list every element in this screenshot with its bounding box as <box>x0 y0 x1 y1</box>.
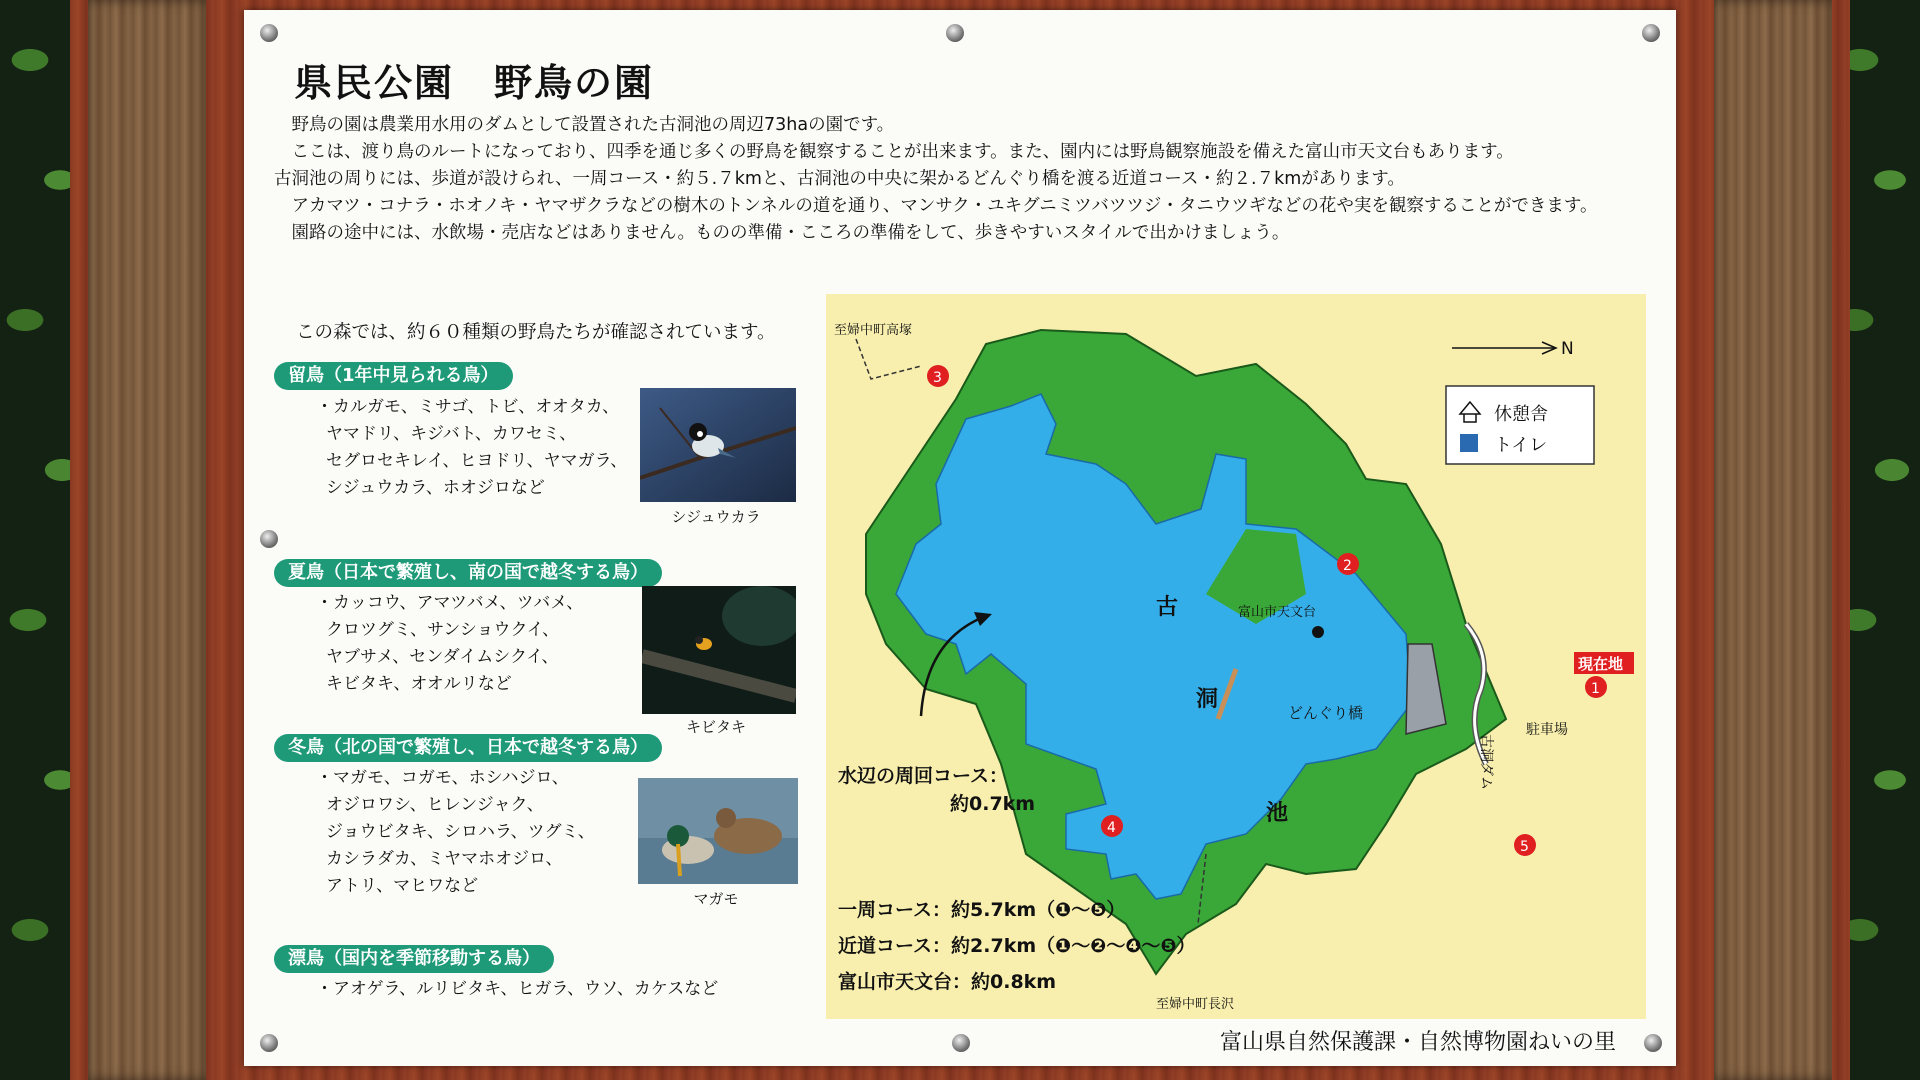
photo-caption: キビタキ <box>685 718 746 736</box>
intro-paragraph: ここは、渡り鳥のルートになっており、四季を通じ多くの野鳥を観察することが出来ます。また、園内には野鳥観察施設を備えた富山市天文台もあります。 <box>291 142 1514 162</box>
screw-icon <box>1642 24 1660 42</box>
lake-char: 古 <box>1156 595 1179 620</box>
lake-char: 池 <box>1266 801 1289 826</box>
point-marker-label: 2 <box>1343 558 1352 574</box>
wooden-post-right <box>1714 0 1832 1080</box>
sign-panel <box>244 10 1676 1066</box>
course-info: 富山市天文台：約0.8km <box>838 971 1057 993</box>
screw-icon <box>946 24 964 42</box>
list-item: ジョウビタキ、シロハラ、ツグミ、 <box>326 822 595 842</box>
screw-icon <box>1644 1034 1662 1052</box>
intro-text <box>274 112 1644 247</box>
photo-caption: シジュウカラ <box>671 508 761 526</box>
list-item: ・カルガモ、ミサゴ、トビ、オオタカ、 <box>316 397 620 417</box>
dam-label: 古洞ダム <box>1478 734 1494 790</box>
category-summer-label: 夏鳥（日本で繁殖し、南の国で越冬する鳥） <box>274 559 662 587</box>
wooden-post-left <box>88 0 206 1080</box>
category-wandering-list <box>316 976 786 1003</box>
screw-icon <box>260 1034 278 1052</box>
sign-title: 県民公園 野鳥の園 <box>294 61 655 105</box>
list-item: ・アオゲラ、ルリビタキ、ヒガラ、ウソ、カケスなど <box>316 979 719 999</box>
category-winter-list <box>316 765 646 900</box>
toilet-icon <box>1460 434 1478 452</box>
place-bottom: 至婦中町長沢 <box>1156 997 1235 1012</box>
place-top: 至婦中町高塚 <box>834 323 913 338</box>
point-marker-label: 5 <box>1520 839 1529 855</box>
point-marker-label: 1 <box>1591 681 1600 697</box>
list-item: キビタキ、オオルリなど <box>326 674 512 694</box>
intro-paragraph: 野鳥の園は農業用水用のダムとして設置された古洞池の周辺73haの園です。 <box>291 115 895 135</box>
screw-icon <box>260 530 278 548</box>
list-item: シジュウカラ、ホオジロなど <box>326 478 545 498</box>
legend-rest-house: 休憩舎 <box>1494 404 1548 425</box>
bridge-label: どんぐり橋 <box>1288 704 1364 722</box>
list-item: セグロセキレイ、ヒヨドリ、ヤマガラ、 <box>326 451 628 471</box>
photo-narcissus-flycatcher <box>642 586 796 714</box>
observatory-label: 富山市天文台 <box>1238 605 1317 620</box>
intro-paragraph: 古洞池の周りには、歩道が設けられ、一周コース・約５.７kmと、古洞池の中央に架かるどんぐり橋を渡る近道コース・約２.７kmがあります。 <box>274 169 1405 189</box>
category-wandering-label: 漂鳥（国内を季節移動する鳥） <box>274 945 554 973</box>
list-item: ヤブサメ、センダイムシクイ、 <box>326 647 559 667</box>
photo-great-tit <box>640 388 796 502</box>
category-resident-label: 留鳥（1年中見られる鳥） <box>274 362 513 390</box>
observatory-marker-icon <box>1312 626 1324 638</box>
screw-icon <box>260 24 278 42</box>
list-item: ・カッコウ、アマツバメ、ツバメ、 <box>316 593 584 613</box>
waterside-course-label: 水辺の周回コース： <box>838 765 1009 787</box>
footer-credit: 富山県自然保護課・自然博物園ねいの里 <box>1219 1030 1616 1055</box>
list-item: クロツグミ、サンショウクイ、 <box>326 620 560 640</box>
current-location-label: 現在地 <box>1578 655 1624 673</box>
waterside-distance: 約0.7km <box>950 793 1036 815</box>
photo-mallard <box>638 778 798 884</box>
lake-char: 洞 <box>1196 687 1219 712</box>
screw-icon <box>952 1034 970 1052</box>
category-resident-list <box>316 394 646 502</box>
category-winter-label: 冬鳥（北の国で繁殖し、日本で越冬する鳥） <box>274 734 662 762</box>
north-label: N <box>1561 339 1574 359</box>
park-map <box>826 294 1646 1019</box>
list-item: ・マガモ、コガモ、ホシハジロ、 <box>316 768 569 788</box>
legend-toilet: トイレ <box>1494 435 1548 456</box>
parking-label: 駐車場 <box>1526 722 1568 738</box>
list-item: ヤマドリ、キジバト、カワセミ、 <box>326 424 577 444</box>
course-info: 一周コース：約5.7km（❶～❺） <box>838 899 1126 921</box>
intro-paragraph: アカマツ・コナラ・ホオノキ・ヤマザクラなどの樹木のトンネルの道を通り、マンサク・ユキグニミツバツツジ・タニウツギなどの花や実を観察することができます。 <box>291 196 1598 216</box>
intro-paragraph: 園路の途中には、水飲場・売店などはありません。ものの準備・こころの準備をして、歩きやすいスタイルで出かけましょう。 <box>291 223 1290 243</box>
photo-caption: マガモ <box>693 890 739 908</box>
forest-note: この森では、約６０種類の野鳥たちが確認されています。 <box>296 322 776 343</box>
point-marker-label: 3 <box>933 370 942 386</box>
course-info: 近道コース：約2.7km（❶～❷～❹～❺） <box>838 935 1196 957</box>
list-item: アトリ、マヒワなど <box>326 876 479 896</box>
list-item: オジロワシ、ヒレンジャク、 <box>326 795 544 815</box>
point-marker-label: 4 <box>1107 820 1116 836</box>
category-summer-list <box>316 590 646 698</box>
list-item: カシラダカ、ミヤマホオジロ、 <box>326 849 563 869</box>
